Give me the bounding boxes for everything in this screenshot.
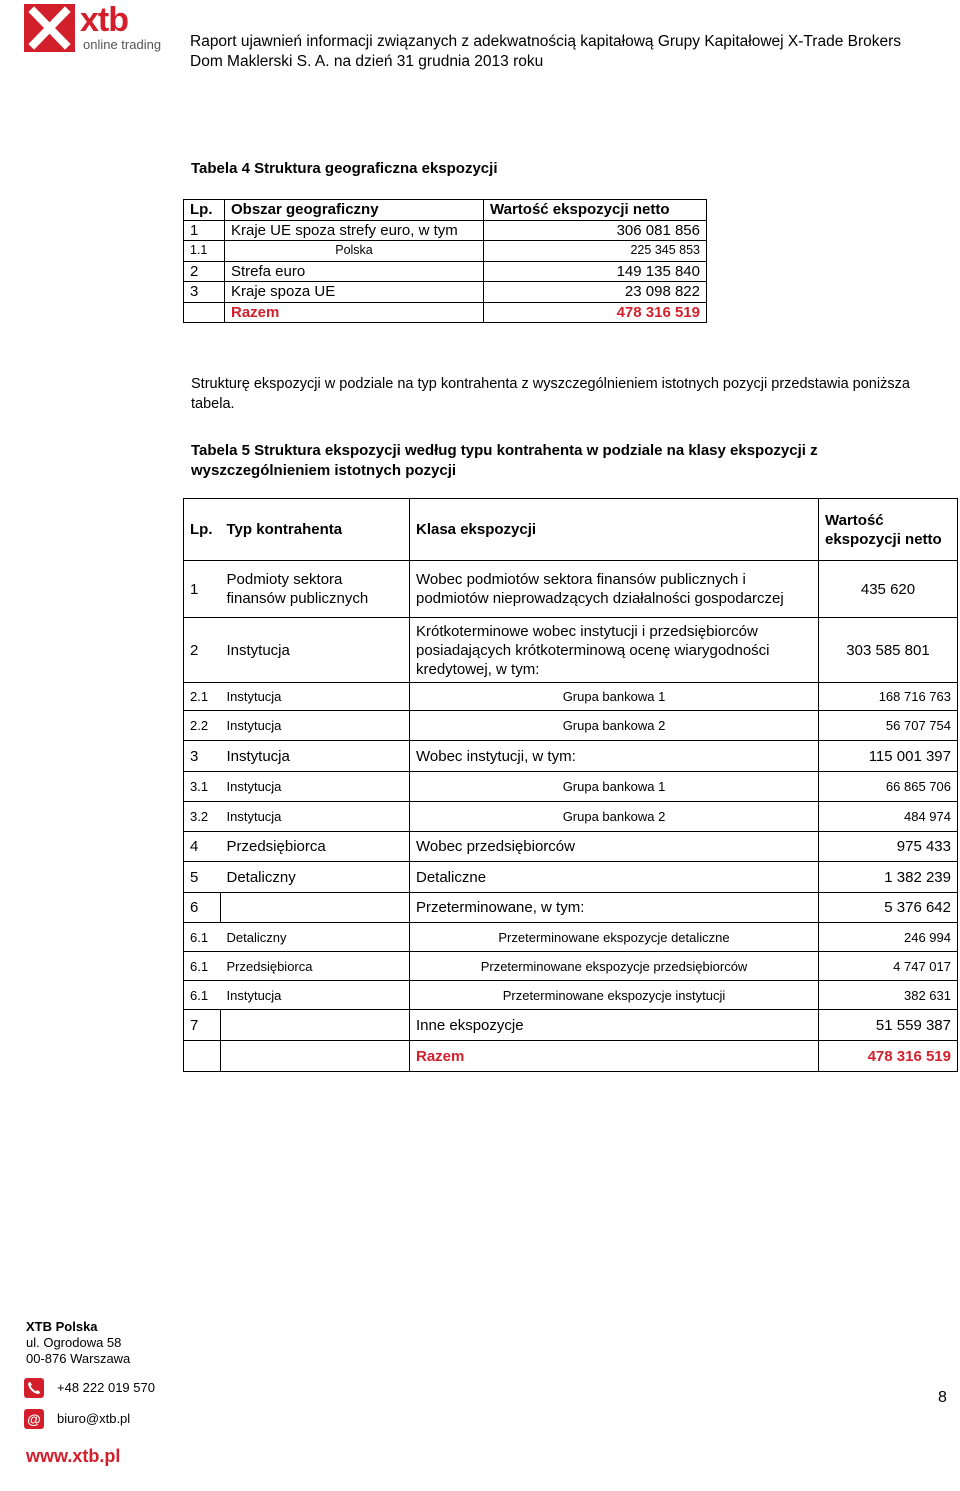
table5-cell: Grupa bankowa 2 xyxy=(410,802,819,832)
table5-cell: 6.1 xyxy=(184,952,221,981)
header-title xyxy=(190,32,901,72)
table-row xyxy=(184,893,958,923)
table5-cell: 6.1 xyxy=(184,923,221,952)
table5-cell: 246 994 xyxy=(819,923,958,952)
table5-cell: 382 631 xyxy=(819,981,958,1010)
table5-header-value: Wartość ekspozycji netto xyxy=(819,499,958,561)
table4-cell: Kraje UE spoza strefy euro, w tym xyxy=(225,220,484,241)
footer-city: 00-876 Warszawa xyxy=(26,1351,131,1366)
table5-cell: Podmioty sektora finansów publicznych xyxy=(221,561,410,618)
table5-cell: Wobec przedsiębiorców xyxy=(410,832,819,862)
table5-cell: Przeterminowane ekspozycje detaliczne xyxy=(410,923,819,952)
table4-header-lp: Lp. xyxy=(184,200,225,221)
table-row xyxy=(184,741,958,772)
table5-cell: Instytucja xyxy=(221,981,410,1010)
table5-cell xyxy=(221,1041,410,1072)
table4-cell: 1 xyxy=(184,220,225,241)
table4-cell: Polska xyxy=(225,241,484,262)
logo-text: xtb xyxy=(80,1,128,39)
table5-cell: 3.1 xyxy=(184,772,221,802)
table5-cell: Instytucja xyxy=(221,711,410,741)
table5-cell: 4 xyxy=(184,832,221,862)
phone-icon-glyph xyxy=(24,1378,44,1398)
table5-cell: Przeterminowane ekspozycje przedsiębiorców xyxy=(410,952,819,981)
table-row xyxy=(184,241,707,262)
table4-header-area: Obszar geograficzny xyxy=(225,200,484,221)
table4-cell: 306 081 856 xyxy=(484,220,707,241)
table4-total-row xyxy=(184,302,707,323)
table-row xyxy=(184,683,958,711)
table5-cell: Instytucja xyxy=(221,772,410,802)
table4-cell: 3 xyxy=(184,282,225,303)
table5-cell: Grupa bankowa 1 xyxy=(410,772,819,802)
table4 xyxy=(183,199,707,323)
table-row xyxy=(184,981,958,1010)
table4-total-value: 478 316 519 xyxy=(484,302,707,323)
header-title-line1: Raport ujawnień informacji związanych z adekwatnością kapitałową Grupy Kapitałowej X-Trade Brokers xyxy=(190,33,902,50)
table5-cell: Grupa bankowa 1 xyxy=(410,683,819,711)
table5-cell: 56 707 754 xyxy=(819,711,958,741)
table-row xyxy=(184,282,707,303)
table5-cell: 168 716 763 xyxy=(819,683,958,711)
table5-cell: Instytucja xyxy=(221,741,410,772)
table4-header-row xyxy=(184,200,707,221)
logo-mark xyxy=(24,4,75,52)
table5-total-value: 478 316 519 xyxy=(819,1041,958,1072)
table-row xyxy=(184,618,958,683)
table5-cell: 115 001 397 xyxy=(819,741,958,772)
table-row xyxy=(184,1010,958,1041)
table4-cell: 149 135 840 xyxy=(484,261,707,282)
table5-cell xyxy=(221,893,410,923)
table5-cell: Grupa bankowa 2 xyxy=(410,711,819,741)
table5-cell: Przedsiębiorca xyxy=(221,832,410,862)
table4-total-label: Razem xyxy=(225,302,484,323)
table4-cell: 225 345 853 xyxy=(484,241,707,262)
table5-cell: Krótkoterminowe wobec instytucji i przedsiębiorców posiadających krótkoterminową ocenę wiarygodności kredytowej, w tym: xyxy=(410,618,819,683)
footer-website-link[interactable]: www.xtb.pl xyxy=(26,1446,121,1466)
table5-cell: Detaliczny xyxy=(221,862,410,893)
footer-phone[interactable]: +48 222 019 570 xyxy=(57,1380,155,1395)
table-row xyxy=(184,772,958,802)
table5-cell: Instytucja xyxy=(221,618,410,683)
table5-cell: 4 747 017 xyxy=(819,952,958,981)
table5-cell: 5 376 642 xyxy=(819,893,958,923)
table-row xyxy=(184,561,958,618)
table4-cell xyxy=(184,302,225,323)
table5-cell: Przeterminowane ekspozycje instytucji xyxy=(410,981,819,1010)
intro-paragraph: Strukturę ekspozycji w podziale na typ kontrahenta z wyszczególnieniem istotnych pozycji przedstawia poniższa tabela. xyxy=(191,376,910,412)
table5-cell: Wobec instytucji, w tym: xyxy=(410,741,819,772)
table5-cell: 66 865 706 xyxy=(819,772,958,802)
table-row xyxy=(184,711,958,741)
table5-header-type: Typ kontrahenta xyxy=(221,499,410,561)
table-row xyxy=(184,923,958,952)
table5-cell xyxy=(221,1010,410,1041)
table5-cell: 7 xyxy=(184,1010,221,1041)
table5-cell: Instytucja xyxy=(221,802,410,832)
logo-subtitle: online trading xyxy=(83,37,162,52)
table-row xyxy=(184,220,707,241)
table5-cell: 5 xyxy=(184,862,221,893)
table4-cell: Kraje spoza UE xyxy=(225,282,484,303)
table5-cell: Przeterminowane, w tym: xyxy=(410,893,819,923)
table5-cell: 435 620 xyxy=(819,561,958,618)
table5-cell: 1 xyxy=(184,561,221,618)
table5-cell xyxy=(184,1041,221,1072)
table5-cell: 975 433 xyxy=(819,832,958,862)
table5-header-class: Klasa ekspozycji xyxy=(410,499,819,561)
table4-header-value: Wartość ekspozycji netto xyxy=(484,200,707,221)
table5-cell: 303 585 801 xyxy=(819,618,958,683)
table5-total-label: Razem xyxy=(410,1041,819,1072)
table5-cell: 484 974 xyxy=(819,802,958,832)
table5-cell: 3 xyxy=(184,741,221,772)
table5-cell: Detaliczny xyxy=(221,923,410,952)
table5-cell: Przedsiębiorca xyxy=(221,952,410,981)
table-row xyxy=(184,802,958,832)
table5-title: Tabela 5 Struktura ekspozycji według typu kontrahenta w podziale na klasy ekspozycji z wyszczególnieniem istotnych pozycji xyxy=(191,442,818,479)
table5-cell: 6.1 xyxy=(184,981,221,1010)
table-row xyxy=(184,261,707,282)
table5-cell: 51 559 387 xyxy=(819,1010,958,1041)
table4-cell: 2 xyxy=(184,261,225,282)
at-icon: @ xyxy=(24,1409,44,1429)
table-row xyxy=(184,832,958,862)
table5-cell: 2.1 xyxy=(184,683,221,711)
table5-cell: 2.2 xyxy=(184,711,221,741)
table5-cell: Instytucja xyxy=(221,683,410,711)
table5-cell: 2 xyxy=(184,618,221,683)
table4-cell: Strefa euro xyxy=(225,261,484,282)
logo-x-icon xyxy=(24,4,75,52)
table5-header-lp: Lp. xyxy=(184,499,221,561)
footer-street: ul. Ogrodowa 58 xyxy=(26,1335,122,1350)
footer-company: XTB Polska xyxy=(26,1319,98,1334)
page-number: 8 xyxy=(938,1389,947,1406)
table5-cell: 6 xyxy=(184,893,221,923)
table5-header-row xyxy=(184,499,958,561)
footer-email[interactable]: biuro@xtb.pl xyxy=(57,1411,131,1426)
table-row xyxy=(184,952,958,981)
table5-cell: Wobec podmiotów sektora finansów publicznych i podmiotów nieprowadzących działalności gospodarczej xyxy=(410,561,819,618)
table4-cell: 23 098 822 xyxy=(484,282,707,303)
table5 xyxy=(183,498,958,1072)
table5-cell: Detaliczne xyxy=(410,862,819,893)
phone-icon xyxy=(24,1378,44,1398)
header-title-line2: Dom Maklerski S. A. na dzień 31 grudnia 2013 roku xyxy=(190,53,544,70)
table5-cell: 1 382 239 xyxy=(819,862,958,893)
table-row xyxy=(184,862,958,893)
table5-total-row xyxy=(184,1041,958,1072)
table5-cell: Inne ekspozycje xyxy=(410,1010,819,1041)
table4-title: Tabela 4 Struktura geograficzna ekspozycji xyxy=(191,160,498,177)
table4-cell: 1.1 xyxy=(184,241,225,262)
table5-cell: 3.2 xyxy=(184,802,221,832)
